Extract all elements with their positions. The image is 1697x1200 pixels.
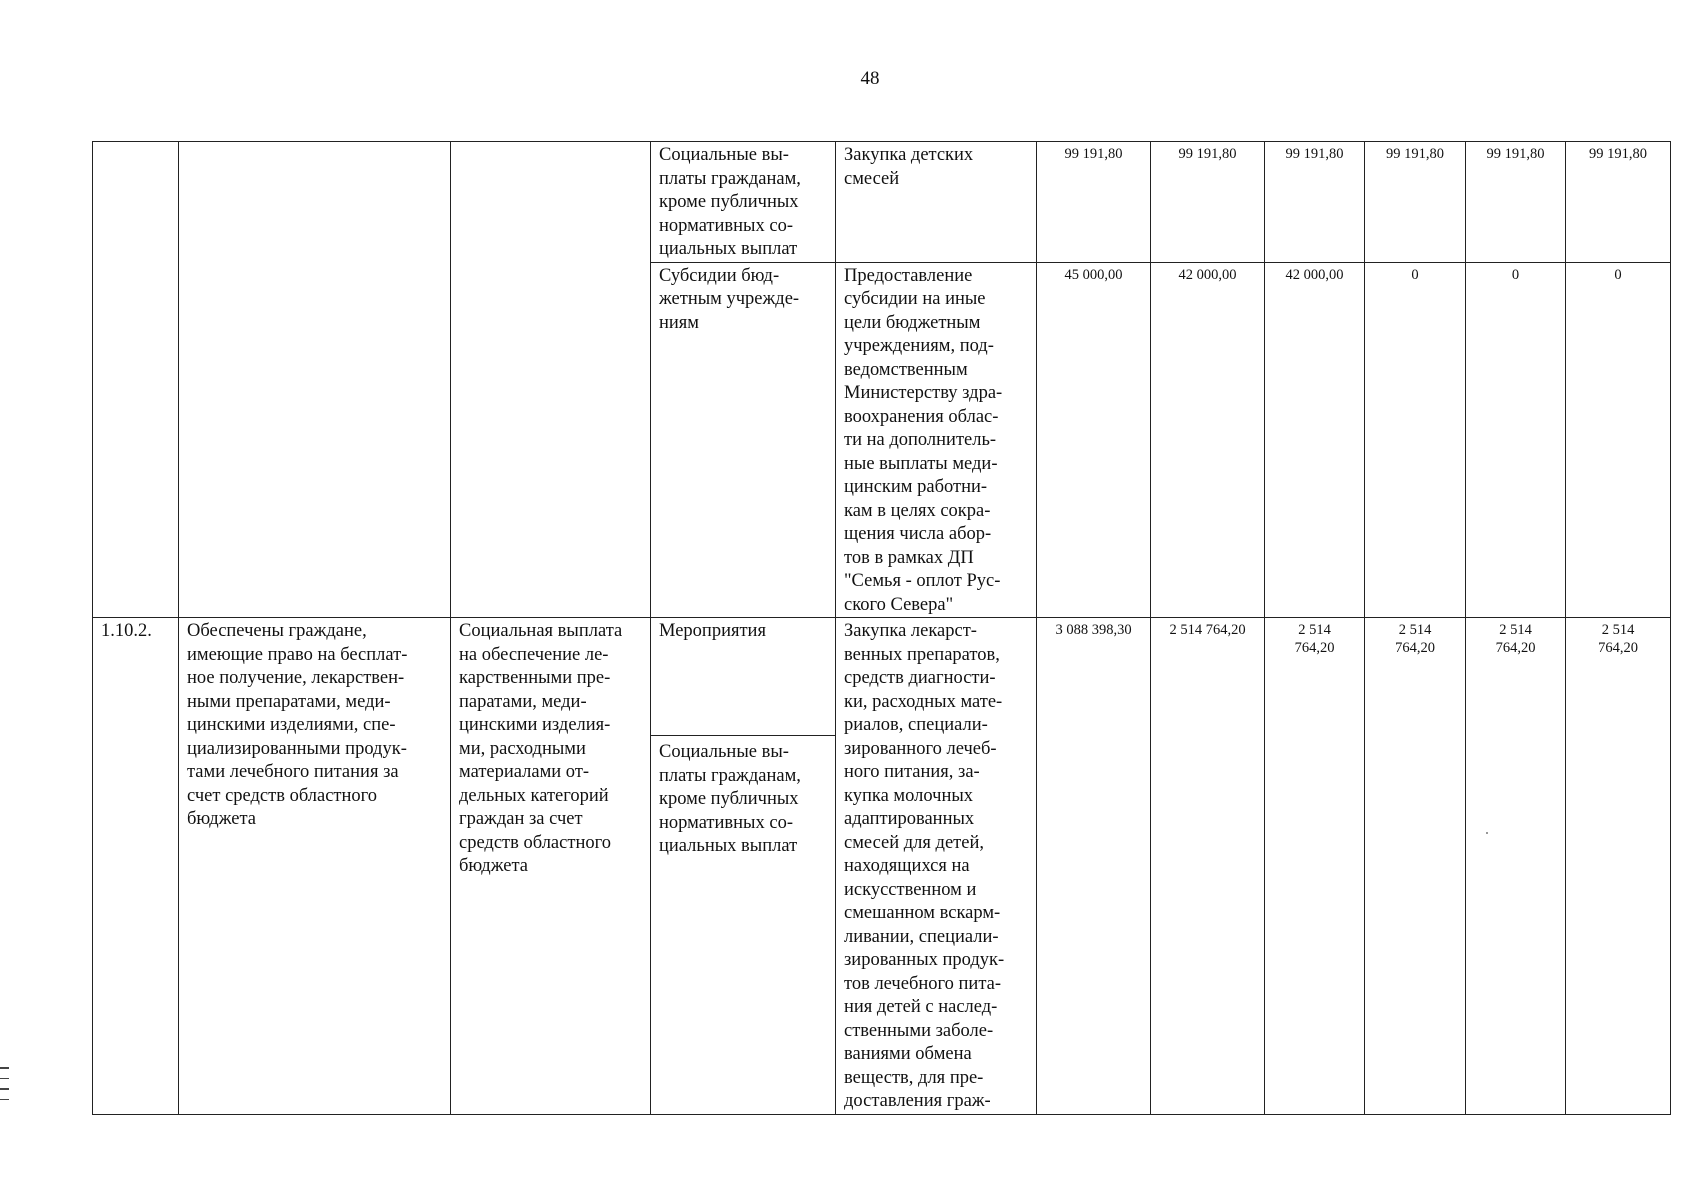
scan-speck xyxy=(1486,832,1488,834)
value-cell: 0 xyxy=(1365,262,1466,618)
row-code xyxy=(93,142,179,618)
value-cell: 99 191,80 xyxy=(1151,142,1265,263)
value-cell: 99 191,80 xyxy=(1566,142,1671,263)
description-cell xyxy=(836,262,1037,618)
description-text: Закупка детских смесей xyxy=(844,145,974,189)
value-cell: 2 514 764,20 xyxy=(1466,618,1566,1115)
event-text: Социальная выплата на обеспечение ле- карственными пре- паратами, меди- цинскими изделия- ми, расходными материалами от- дельных категорий граждан за счет средств областного бюджета xyxy=(459,621,623,876)
description-text: Предоставление субсидии на иные цели бюджетным учреждениям, под- ведомственным Министерству здра- воохранения облас- ти на дополнитель- ные выплаты меди- цинским работни- кам в целях сокра- щения числа абор- тов в рамках ДП "Семья - оплот Рус- ского Севера" xyxy=(844,265,1003,615)
expense-type-extra-text: Социальные вы- платы гражданам, кроме публичных нормативных со- циальных выплат xyxy=(659,742,801,856)
table-row xyxy=(93,618,1671,1115)
value-cell: 42 000,00 xyxy=(1151,262,1265,618)
description-cell xyxy=(836,618,1037,1115)
expense-type-text: Мероприятия xyxy=(659,621,766,641)
value-cell: 2 514 764,20 xyxy=(1151,618,1265,1115)
value-cell: 0 xyxy=(1566,262,1671,618)
value-cell: 45 000,00 xyxy=(1037,262,1151,618)
value-cell: 3 088 398,30 xyxy=(1037,618,1151,1115)
value-cell: 99 191,80 xyxy=(1265,142,1365,263)
value-cell: 99 191,80 xyxy=(1037,142,1151,263)
expense-type-text: Социальные вы- платы гражданам, кроме публичных нормативных со- циальных выплат xyxy=(659,145,801,259)
expense-type-text: Субсидии бюд- жетным учрежде- ниям xyxy=(659,265,800,333)
result-cell xyxy=(179,618,451,1115)
value-cell: 99 191,80 xyxy=(1466,142,1566,263)
value-cell: 42 000,00 xyxy=(1265,262,1365,618)
description-cell xyxy=(836,142,1037,263)
value-cell: 99 191,80 xyxy=(1365,142,1466,263)
description-text: Закупка лекарст- венных препаратов, средств диагности- ки, расходных мате- риалов, специали- зированного лечеб- ного питания, за- купка молочных адаптированных смесей для детей, находящихся на искусственном и смешанном вскарм- ливании, специали- зированных продук- тов лечебного пита- ния детей с наслед- ственными заболе- ваниями обмена веществ, для пре- доставления граж- xyxy=(844,621,1005,1111)
cell-divider xyxy=(651,735,835,736)
row-code: 1.10.2. xyxy=(93,618,179,1115)
value-cell: 2 514 764,20 xyxy=(1365,618,1466,1115)
event-cell xyxy=(451,142,651,618)
result-cell xyxy=(179,142,451,618)
page-number: 48 xyxy=(860,68,880,89)
expense-type-cell xyxy=(651,142,836,263)
value-cell: 2 514 764,20 xyxy=(1566,618,1671,1115)
value-cell: 0 xyxy=(1466,262,1566,618)
expense-type-cell xyxy=(651,262,836,618)
result-text: Обеспечены граждане, имеющие право на бесплат- ное получение, лекарствен- ными препаратами, меди- цинскими изделиями, спе- циализированными продук- тами лечебного питания за счет средств областного бюджета xyxy=(187,621,408,829)
budget-table xyxy=(92,141,1671,1115)
expense-type-cell xyxy=(651,618,836,1115)
binding-marks xyxy=(0,1067,9,1109)
event-cell xyxy=(451,618,651,1115)
table-row xyxy=(93,142,1671,263)
value-cell: 2 514 764,20 xyxy=(1265,618,1365,1115)
